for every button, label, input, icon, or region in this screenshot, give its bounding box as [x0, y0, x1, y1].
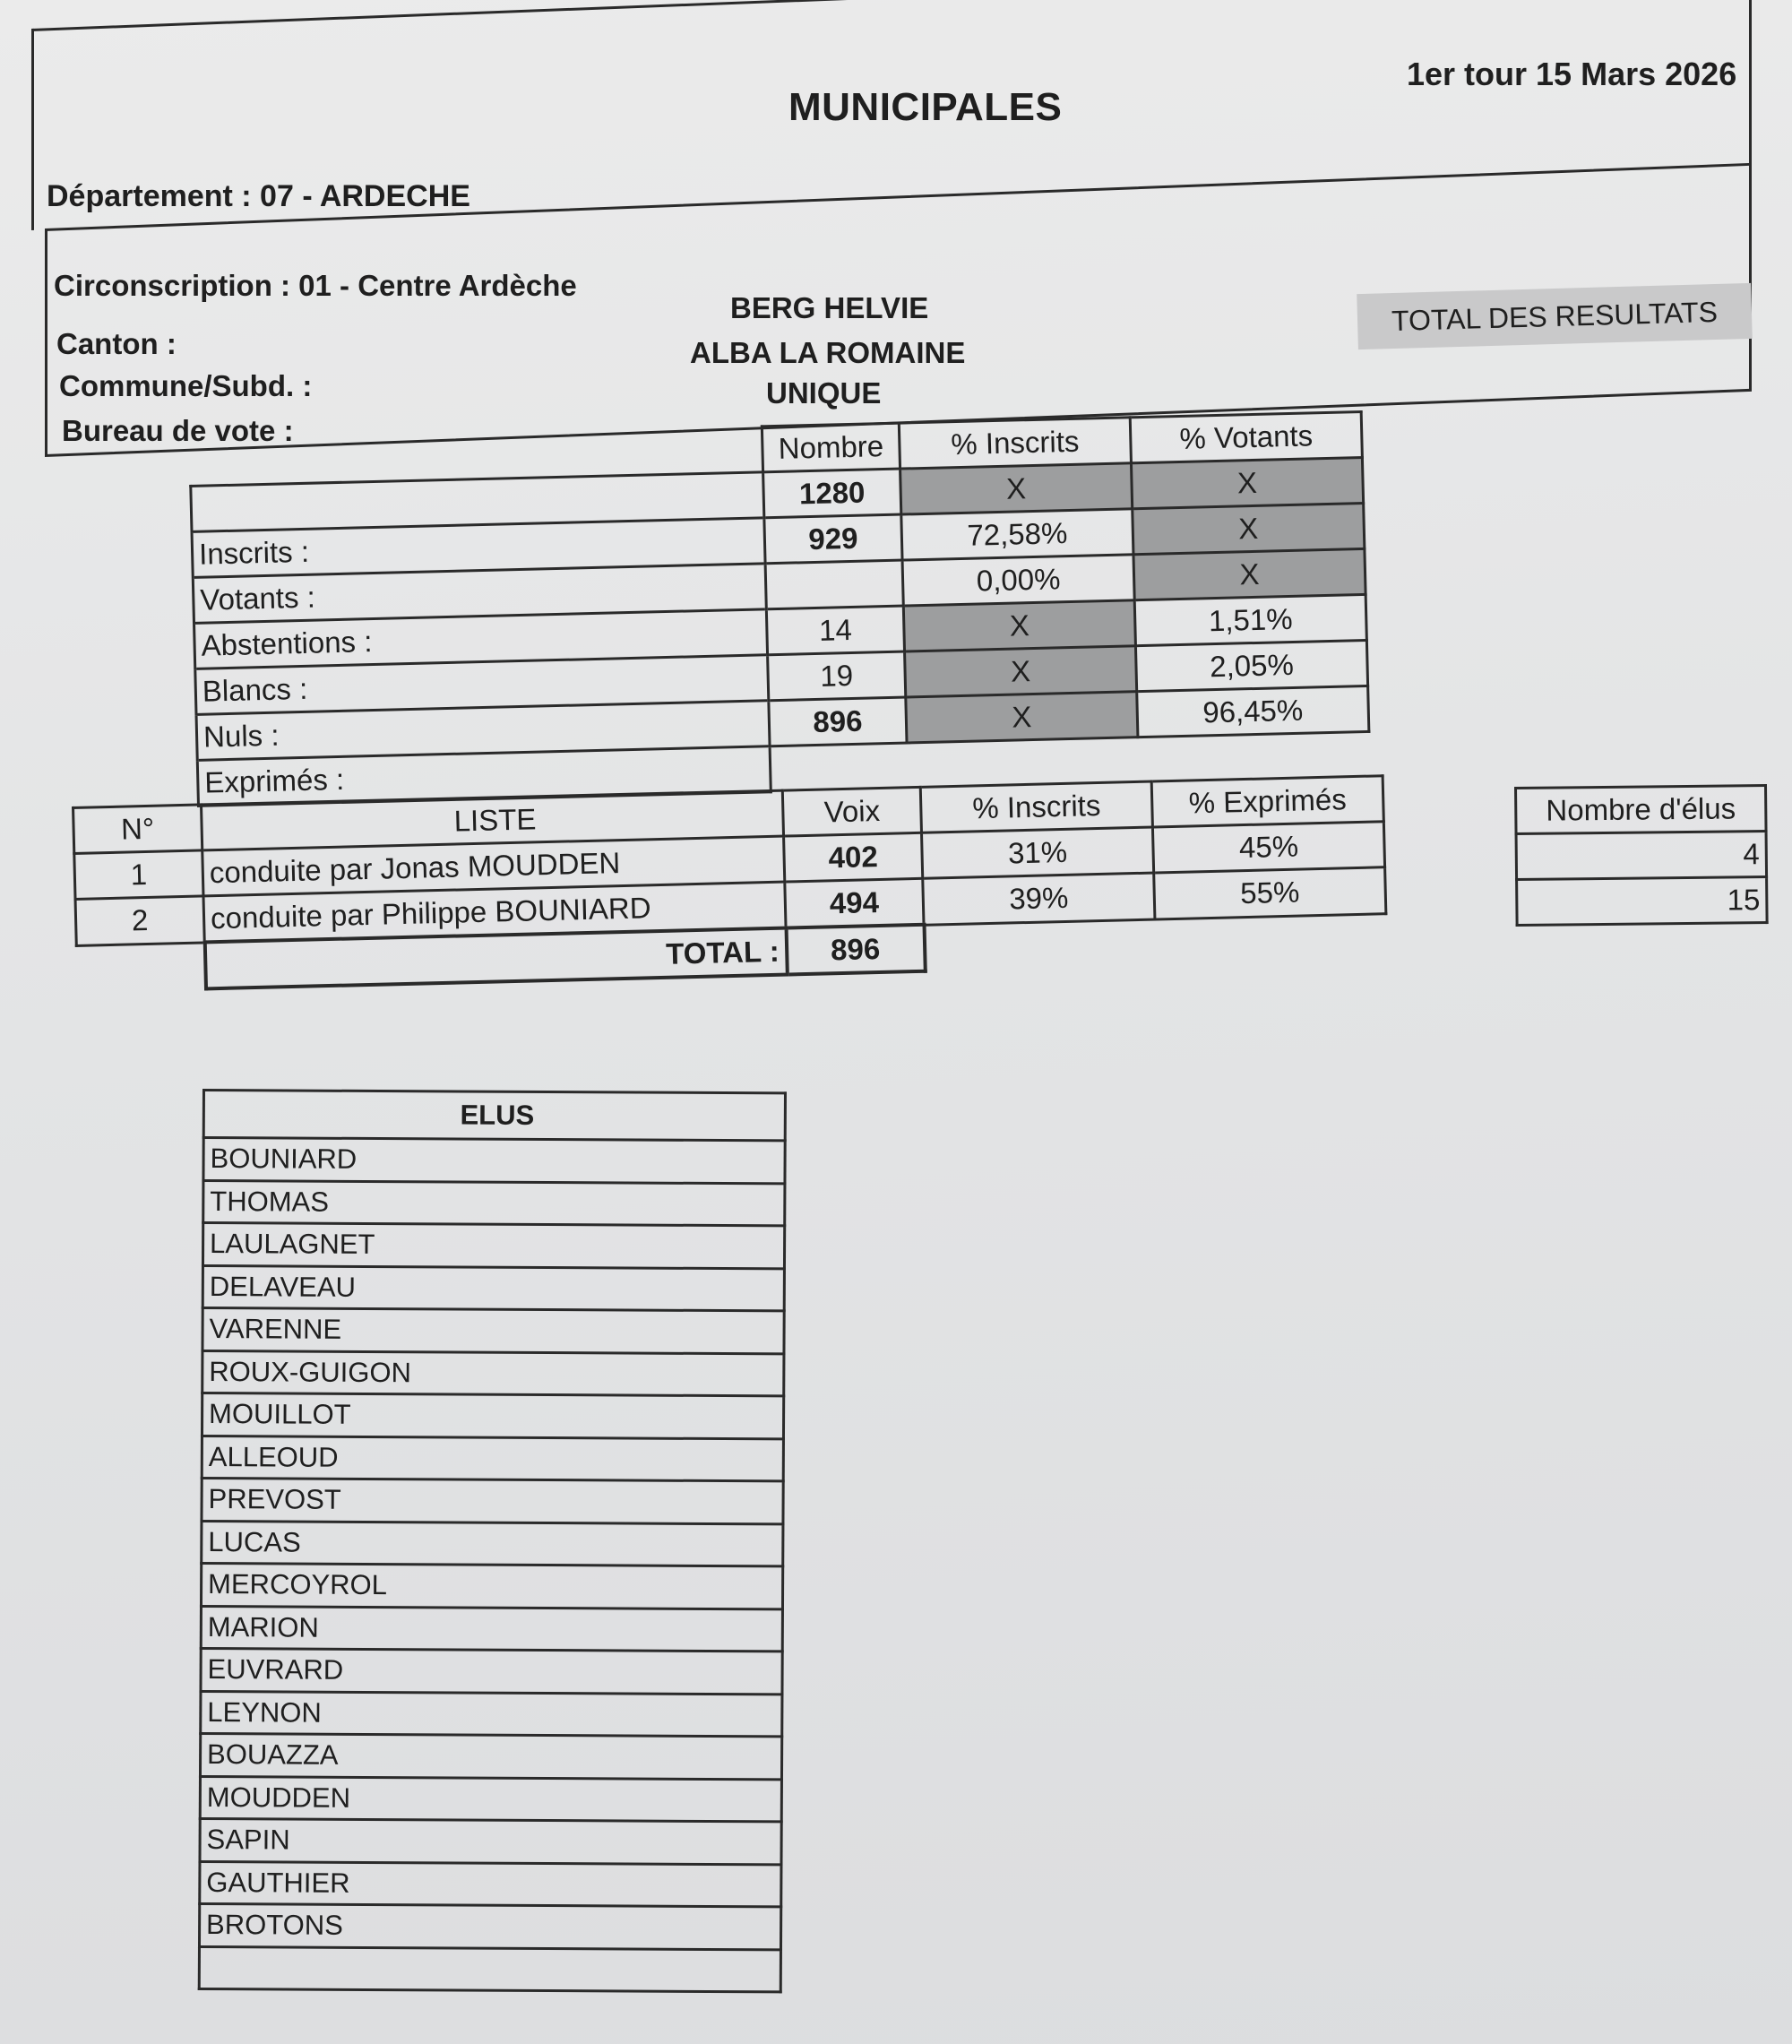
elu-name: LAULAGNET [202, 1223, 784, 1269]
commune-label: Commune/Subd. : [59, 369, 313, 402]
elu-name: MARION [201, 1606, 782, 1652]
lists-header-n: N° [73, 805, 202, 853]
list-number: 1 [74, 850, 203, 899]
nombre-elus-table [1514, 784, 1769, 927]
elu-name: ROUX-GUIGON [202, 1350, 784, 1396]
circonscription-label: Circonscription : 01 - Centre Ardèche [54, 269, 577, 302]
stats-pct-votants: X [1133, 503, 1365, 554]
elu-name: MOUILLOT [202, 1393, 783, 1439]
list-number: 2 [75, 896, 204, 945]
lists-blank [1155, 913, 1387, 965]
lists-blank [924, 919, 1156, 971]
stats-pct-inscrits: X [900, 463, 1133, 514]
stats-pct-inscrits: X [905, 646, 1137, 697]
elu-name: BOUNIARD [203, 1138, 785, 1184]
list-pct-exprimes: 55% [1154, 867, 1386, 919]
nombre-elus-header: Nombre d'élus [1516, 786, 1767, 834]
elu-name: LEYNON [201, 1691, 782, 1737]
elu-name: SAPIN [200, 1818, 781, 1864]
departement-label: Département : 07 - ARDECHE [47, 179, 470, 213]
stats-nombre: 19 [768, 651, 906, 701]
elus-table [198, 1089, 787, 1993]
stats-header-inscrits: % Inscrits [899, 418, 1131, 469]
stats-pct-votants: 2,05% [1135, 640, 1367, 691]
bureau-label: Bureau de vote : [62, 414, 294, 447]
page-title: MUNICIPALES [788, 85, 1063, 129]
stats-pct-inscrits: X [906, 692, 1138, 743]
commune-value: ALBA LA ROMAINE [690, 336, 966, 369]
stats-header-nombre: Nombre [762, 423, 900, 472]
list-voix: 494 [785, 878, 924, 927]
stats-pct-inscrits: X [903, 600, 1135, 651]
stats-nombre: 896 [769, 697, 907, 746]
elus-header: ELUS [203, 1091, 785, 1141]
stats-blank [770, 743, 908, 792]
elu-name: BOUAZZA [200, 1733, 781, 1779]
stats-nombre: 14 [766, 606, 904, 655]
elu-name: MOUDDEN [200, 1776, 781, 1822]
stats-table [188, 410, 1372, 807]
elu-name: PREVOST [202, 1479, 783, 1524]
stats-pct-votants: X [1133, 548, 1366, 599]
stats-label: Abstentions : [194, 609, 768, 669]
list-pct-exprimes: 45% [1152, 822, 1384, 873]
stats-pct-inscrits: 72,58% [901, 509, 1133, 560]
list-pct-inscrits: 31% [921, 827, 1153, 878]
round-date: 1er tour 15 Mars 2026 [1407, 56, 1737, 92]
stats-pct-votants: X [1131, 457, 1363, 508]
lists-header-exprimes: % Exprimés [1151, 776, 1383, 827]
stats-label: Nuls : [196, 701, 770, 761]
elu-name: VARENNE [202, 1308, 784, 1354]
canton-label: Canton : [56, 327, 177, 360]
stats-nombre: 929 [764, 514, 902, 564]
stats-pct-inscrits: 0,00% [902, 555, 1134, 606]
list-name: conduite par Philippe BOUNIARD [203, 882, 786, 942]
elu-name: EUVRARD [201, 1648, 782, 1694]
elu-name: LUCAS [202, 1521, 783, 1566]
stats-label: Votants : [193, 564, 766, 624]
list-name: conduite par Jonas MOUDDEN [202, 836, 785, 896]
stats-nombre [765, 560, 903, 609]
canton-value: BERG HELVIE [730, 291, 929, 324]
nombre-elus-value: 4 [1516, 832, 1767, 880]
bureau-value: UNIQUE [766, 376, 882, 410]
nombre-elus-value: 15 [1517, 877, 1768, 926]
elu-name: ALLEOUD [202, 1436, 783, 1481]
stats-label: Blancs : [195, 655, 769, 715]
elu-name: MERCOYROL [201, 1564, 782, 1609]
elu-name: GAUTHIER [200, 1861, 781, 1907]
lists-header-liste: LISTE [201, 790, 783, 850]
elu-name: THOMAS [203, 1180, 785, 1226]
total-voix: 896 [786, 925, 925, 975]
stats-nombre: 1280 [763, 469, 901, 518]
stats-pct-votants: 96,45% [1137, 686, 1369, 737]
total-results-badge: TOTAL DES RESULTATS [1357, 283, 1753, 349]
stats-label: Exprimés : [197, 746, 771, 806]
stats-header-votants: % Votants [1130, 412, 1362, 463]
elu-name: BROTONS [199, 1903, 780, 1949]
lists-blank [76, 942, 205, 991]
elu-name-empty [199, 1946, 780, 1992]
list-pct-inscrits: 39% [923, 873, 1155, 925]
total-label: TOTAL : [204, 928, 787, 989]
list-voix: 402 [784, 832, 923, 882]
lists-header-inscrits: % Inscrits [920, 781, 1152, 832]
stats-pct-votants: 1,51% [1134, 594, 1366, 645]
lists-table [72, 774, 1389, 994]
elu-name: DELAVEAU [202, 1265, 784, 1311]
lists-header-voix: Voix [782, 787, 921, 836]
stats-label: Inscrits : [192, 518, 765, 578]
